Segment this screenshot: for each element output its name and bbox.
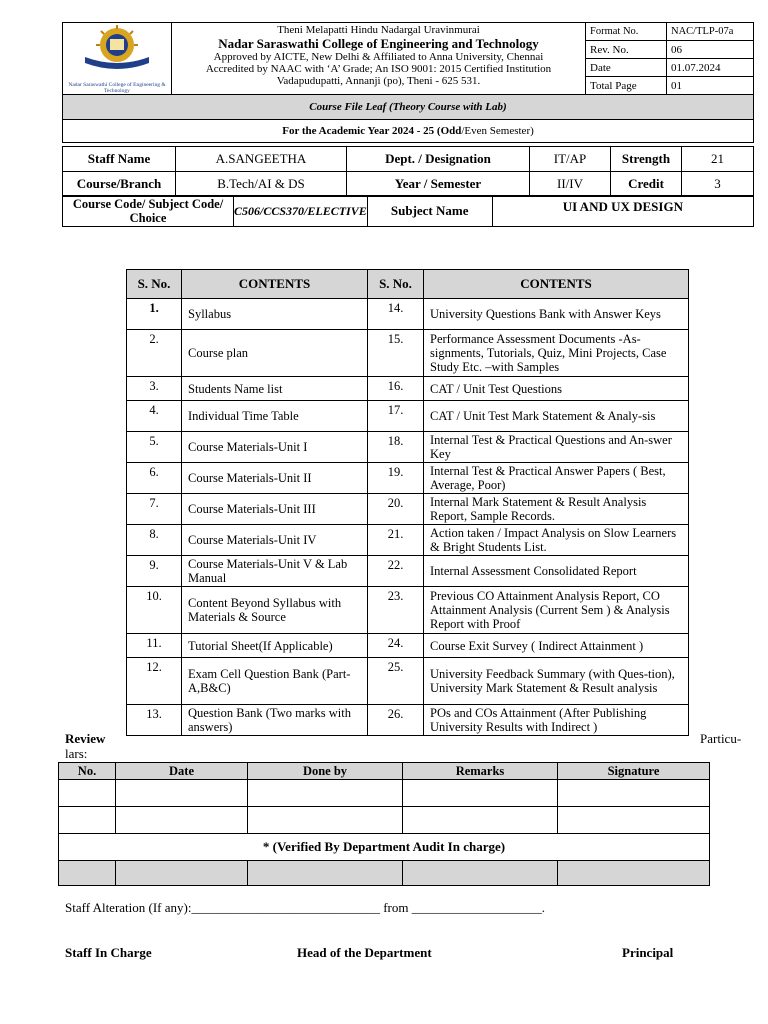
review-date-header: Date xyxy=(116,763,248,780)
dept-label: Dept. / Designation xyxy=(347,147,530,172)
college-name: Nadar Saraswathi College of Engineering and Technology xyxy=(218,36,539,51)
hod-sign: Head of the Department xyxy=(297,945,432,960)
college-logo-icon xyxy=(75,23,159,79)
contents-sno: 9. xyxy=(127,556,182,587)
contents-row xyxy=(127,658,689,705)
contents-row xyxy=(127,401,689,432)
particulars-label-cont: lars: xyxy=(65,746,88,761)
contents-row xyxy=(127,634,689,658)
contents-item: University Feedback Summary (with Ques-tion), University Mark Statement & Result analysis xyxy=(424,658,689,705)
contents-sno: 3. xyxy=(127,377,182,401)
contents-header: CONTENTS xyxy=(424,270,689,299)
contents-header: CONTENTS xyxy=(182,270,368,299)
review-no-header: No. xyxy=(59,763,116,780)
course-code-label: Course Code/ Subject Code/ Choice xyxy=(63,196,234,227)
contents-sno: 14. xyxy=(368,299,424,330)
contents-item: Course Exit Survey ( Indirect Attainment ) xyxy=(424,634,689,658)
contents-row xyxy=(127,525,689,556)
contents-item: Internal Mark Statement & Result Analysis Report, Sample Records. xyxy=(424,494,689,525)
year-sem-label: Year / Semester xyxy=(347,172,530,197)
contents-item: Syllabus xyxy=(182,299,368,330)
review-row xyxy=(59,861,710,886)
contents-item: University Questions Bank with Answer Keys xyxy=(424,299,689,330)
staff-alteration-line: Staff Alteration (If any):_____________________________ from ____________________. xyxy=(65,900,545,915)
contents-sno: 10. xyxy=(127,587,182,634)
contents-sno: 8. xyxy=(127,525,182,556)
principal-sign: Principal xyxy=(622,945,674,960)
contents-row xyxy=(127,587,689,634)
contents-item: Students Name list xyxy=(182,377,368,401)
sno-header: S. No. xyxy=(127,270,182,299)
subject-name-label: Subject Name xyxy=(367,196,492,227)
contents-row xyxy=(127,377,689,401)
contents-item: CAT / Unit Test Questions xyxy=(424,377,689,401)
total-page-label: Total Page xyxy=(586,77,667,95)
course-label: Course/Branch xyxy=(63,172,176,197)
contents-sno: 22. xyxy=(368,556,424,587)
contents-sno: 23. xyxy=(368,587,424,634)
subject-info-table xyxy=(62,195,754,227)
contents-item: Question Bank (Two marks with answers) xyxy=(182,705,368,736)
review-signature-header: Signature xyxy=(558,763,710,780)
contents-sno: 24. xyxy=(368,634,424,658)
contents-row xyxy=(127,299,689,330)
contents-sno: 4. xyxy=(127,401,182,432)
contents-sno: 12. xyxy=(127,658,182,705)
header-table xyxy=(62,22,754,143)
contents-item: Tutorial Sheet(If Applicable) xyxy=(182,634,368,658)
review-remarks-header: Remarks xyxy=(403,763,558,780)
format-value: NAC/TLP-07a xyxy=(667,23,754,41)
contents-row xyxy=(127,556,689,587)
contents-sno: 7. xyxy=(127,494,182,525)
total-page-value: 01 xyxy=(667,77,754,95)
review-doneby-header: Done by xyxy=(248,763,403,780)
review-row xyxy=(59,807,710,834)
approval-text: Approved by AICTE, New Delhi & Affiliated to Anna University, Chennai xyxy=(213,51,544,63)
staff-name-label: Staff Name xyxy=(63,147,176,172)
contents-sno: 6. xyxy=(127,463,182,494)
contents-item: Course Materials-Unit IV xyxy=(182,525,368,556)
contents-item: Exam Cell Question Bank (Part-A,B&C) xyxy=(182,658,368,705)
review-row xyxy=(59,780,710,807)
date-value: 01.07.2024 xyxy=(667,59,754,77)
strength-value: 21 xyxy=(682,147,754,172)
contents-sno: 25. xyxy=(368,658,424,705)
verified-note: * (Verified By Department Audit In charge) xyxy=(59,834,710,861)
contents-sno: 1. xyxy=(127,299,182,330)
course-code-value: C506/CCS370/ELECTIVE xyxy=(234,196,368,227)
contents-item: Course Materials-Unit III xyxy=(182,494,368,525)
contents-sno: 2. xyxy=(127,330,182,377)
rev-value: 06 xyxy=(667,41,754,59)
college-logo-cell xyxy=(63,23,172,95)
trust-name: Theni Melapatti Hindu Nadargal Uravinmurai xyxy=(277,24,480,36)
contents-sno: 11. xyxy=(127,634,182,658)
contents-item: Individual Time Table xyxy=(182,401,368,432)
logo-caption: Nadar Saraswathi College of Engineering & Technology xyxy=(68,82,166,94)
contents-sno: 20. xyxy=(368,494,424,525)
contents-sno: 18. xyxy=(368,432,424,463)
year-sem-value: II/IV xyxy=(530,172,611,197)
contents-item: Course plan xyxy=(182,330,368,377)
contents-sno: 21. xyxy=(368,525,424,556)
contents-table xyxy=(126,269,689,736)
credit-label: Credit xyxy=(611,172,682,197)
contents-item: Previous CO Attainment Analysis Report, CO Attainment Analysis (Current Sem ) & Analysis Report with Proof xyxy=(424,587,689,634)
contents-item: Action taken / Impact Analysis on Slow Learners & Bright Students List. xyxy=(424,525,689,556)
review-label: Review xyxy=(65,731,106,746)
contents-row xyxy=(127,463,689,494)
contents-item: Internal Assessment Consolidated Report xyxy=(424,556,689,587)
contents-row xyxy=(127,494,689,525)
contents-item: Performance Assessment Documents -As-signments, Tutorials, Quiz, Mini Projects, Case Study Etc. –with Samples xyxy=(424,330,689,377)
staff-in-charge-sign: Staff In Charge xyxy=(65,945,152,960)
institution-block xyxy=(172,23,586,95)
subject-name-value: UI AND UX DESIGN xyxy=(492,196,753,227)
contents-item: Content Beyond Syllabus with Materials & Source xyxy=(182,587,368,634)
contents-item: Course Materials-Unit II xyxy=(182,463,368,494)
accreditation-text: Accredited by NAAC with ‘A’ Grade; An ISO 9001: 2015 Certified Institution xyxy=(205,63,552,75)
course-info-table xyxy=(62,146,754,197)
contents-item: POs and COs Attainment (After Publishing University Results with Indirect ) xyxy=(424,705,689,736)
contents-item: Course Materials-Unit I xyxy=(182,432,368,463)
odd-semester: Odd xyxy=(440,125,462,137)
course-value: B.Tech/AI & DS xyxy=(176,172,347,197)
contents-sno: 17. xyxy=(368,401,424,432)
address-text: Vadapudupatti, Annanji (po), Theni - 625 531. xyxy=(276,75,481,87)
contents-row xyxy=(127,330,689,377)
form-title: Course File Leaf (Theory Course with Lab) xyxy=(63,95,754,120)
date-label: Date xyxy=(586,59,667,77)
contents-sno: 26. xyxy=(368,705,424,736)
sno-header: S. No. xyxy=(368,270,424,299)
contents-sno: 13. xyxy=(127,705,182,736)
format-label: Format No. xyxy=(586,23,667,41)
contents-item: Internal Test & Practical Questions and An-swer Key xyxy=(424,432,689,463)
contents-sno: 5. xyxy=(127,432,182,463)
contents-sno: 19. xyxy=(368,463,424,494)
particulars-label: Particu- xyxy=(700,731,742,746)
review-table xyxy=(58,762,710,886)
contents-item: CAT / Unit Test Mark Statement & Analy-sis xyxy=(424,401,689,432)
contents-sno: 16. xyxy=(368,377,424,401)
credit-value: 3 xyxy=(682,172,754,197)
rev-label: Rev. No. xyxy=(586,41,667,59)
contents-item: Course Materials-Unit V & Lab Manual xyxy=(182,556,368,587)
staff-name-value: A.SANGEETHA xyxy=(176,147,347,172)
dept-value: IT/AP xyxy=(530,147,611,172)
contents-sno: 15. xyxy=(368,330,424,377)
contents-row xyxy=(127,432,689,463)
contents-item: Internal Test & Practical Answer Papers ( Best, Average, Poor) xyxy=(424,463,689,494)
contents-row xyxy=(127,705,689,736)
academic-year: For the Academic Year 2024 - 25 (Odd/Even Semester) xyxy=(63,120,754,143)
strength-label: Strength xyxy=(611,147,682,172)
